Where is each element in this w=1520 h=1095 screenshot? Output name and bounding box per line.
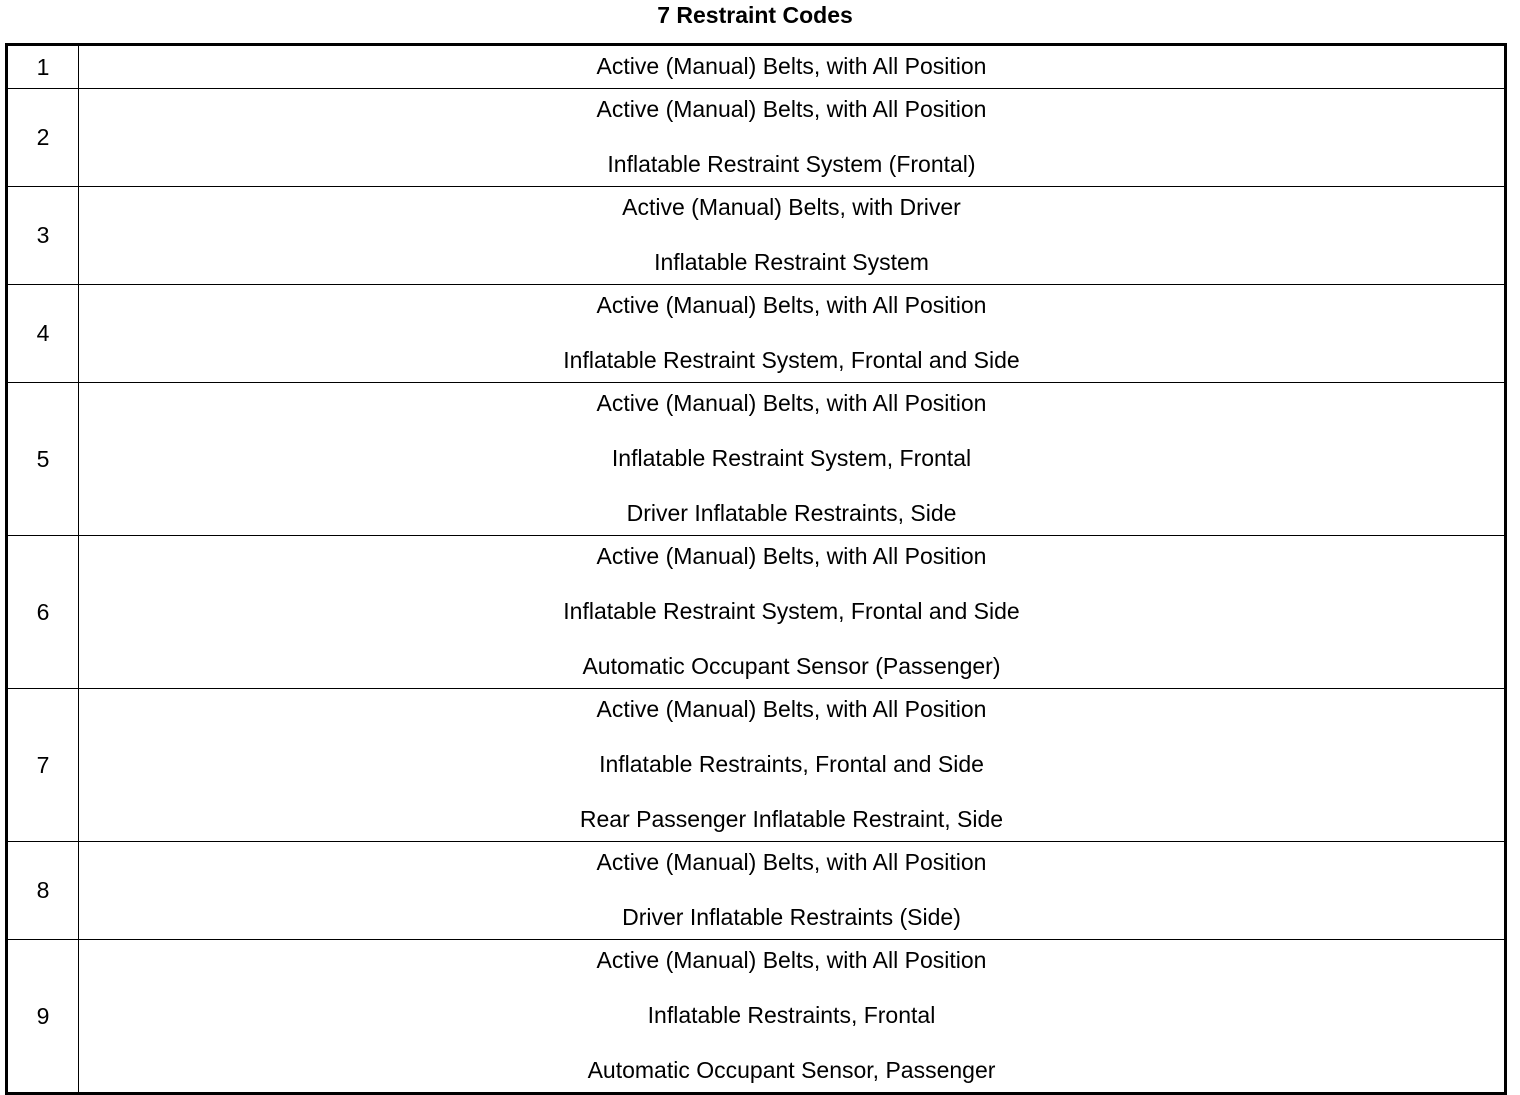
table-row bbox=[7, 45, 1506, 89]
table-row bbox=[7, 383, 1506, 536]
description-line: Active (Manual) Belts, with All Position bbox=[596, 543, 987, 569]
description-line: Active (Manual) Belts, with All Position bbox=[596, 390, 987, 416]
table-row bbox=[7, 689, 1506, 842]
description-line: Active (Manual) Belts, with All Position bbox=[596, 849, 987, 875]
restraint-code: 5 bbox=[7, 383, 79, 536]
table-row bbox=[7, 940, 1506, 1094]
description-line: Driver Inflatable Restraints (Side) bbox=[622, 904, 961, 930]
restraint-description bbox=[79, 689, 1506, 842]
description-line: Active (Manual) Belts, with All Position bbox=[596, 292, 987, 318]
description-line: Inflatable Restraint System bbox=[654, 249, 929, 275]
restraint-code: 6 bbox=[7, 536, 79, 689]
description-line: Active (Manual) Belts, with All Position bbox=[596, 53, 987, 79]
restraint-codes-table bbox=[5, 43, 1507, 1095]
restraint-description bbox=[79, 842, 1506, 940]
table-row bbox=[7, 187, 1506, 285]
restraint-code: 9 bbox=[7, 940, 79, 1094]
page-title: 7 Restraint Codes bbox=[657, 2, 853, 28]
description-line: Active (Manual) Belts, with All Position bbox=[596, 947, 987, 973]
description-line: Automatic Occupant Sensor, Passenger bbox=[587, 1057, 996, 1083]
restraint-code: 3 bbox=[7, 187, 79, 285]
restraint-code: 7 bbox=[7, 689, 79, 842]
restraint-description bbox=[79, 89, 1506, 187]
description-line: Active (Manual) Belts, with All Position bbox=[596, 96, 987, 122]
description-line: Inflatable Restraint System, Frontal and Side bbox=[563, 598, 1020, 624]
description-line: Automatic Occupant Sensor (Passenger) bbox=[582, 653, 1001, 679]
table-row bbox=[7, 842, 1506, 940]
table-row bbox=[7, 285, 1506, 383]
description-line: Inflatable Restraints, Frontal and Side bbox=[599, 751, 984, 777]
description-line: Active (Manual) Belts, with Driver bbox=[622, 194, 961, 220]
description-line: Rear Passenger Inflatable Restraint, Side bbox=[579, 806, 1004, 832]
restraint-codes-table-body bbox=[7, 45, 1506, 1094]
restraint-code: 8 bbox=[7, 842, 79, 940]
restraint-description bbox=[79, 536, 1506, 689]
description-line: Inflatable Restraint System, Frontal bbox=[611, 445, 972, 471]
restraint-code: 2 bbox=[7, 89, 79, 187]
restraint-description bbox=[79, 187, 1506, 285]
restraint-description bbox=[79, 383, 1506, 536]
restraint-description bbox=[79, 285, 1506, 383]
restraint-code: 4 bbox=[7, 285, 79, 383]
description-line: Inflatable Restraint System (Frontal) bbox=[607, 151, 976, 177]
restraint-code: 1 bbox=[7, 45, 79, 89]
restraint-description bbox=[79, 45, 1506, 89]
description-line: Driver Inflatable Restraints, Side bbox=[626, 500, 957, 526]
table-row bbox=[7, 89, 1506, 187]
table-row bbox=[7, 536, 1506, 689]
description-line: Inflatable Restraints, Frontal bbox=[647, 1002, 936, 1028]
description-line: Active (Manual) Belts, with All Position bbox=[596, 696, 987, 722]
description-line: Inflatable Restraint System, Frontal and Side bbox=[563, 347, 1020, 373]
restraint-description bbox=[79, 940, 1506, 1094]
